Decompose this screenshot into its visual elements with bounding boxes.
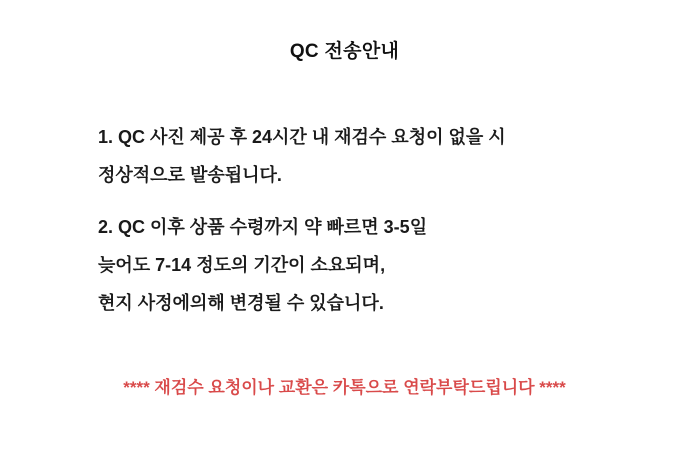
notice-line: 1. QC 사진 제공 후 24시간 내 재검수 요청이 없을 시 <box>98 127 506 147</box>
page-title: QC 전송안내 <box>289 41 400 62</box>
notice-section-1 <box>98 118 618 194</box>
notice-line: 현지 사정에의해 변경될 수 있습니다. <box>98 293 384 313</box>
notice-section-2 <box>98 208 618 322</box>
notice-line: 2. QC 이후 상품 수령까지 약 빠르면 3-5일 <box>98 217 428 237</box>
notice-line: 늦어도 7-14 정도의 기간이 소요되며, <box>98 255 386 275</box>
footer-note: **** 재검수 요청이나 교환은 카톡으로 연락부탁드립니다 **** <box>123 378 566 397</box>
notice-line: 정상적으로 발송됩니다. <box>98 165 282 185</box>
